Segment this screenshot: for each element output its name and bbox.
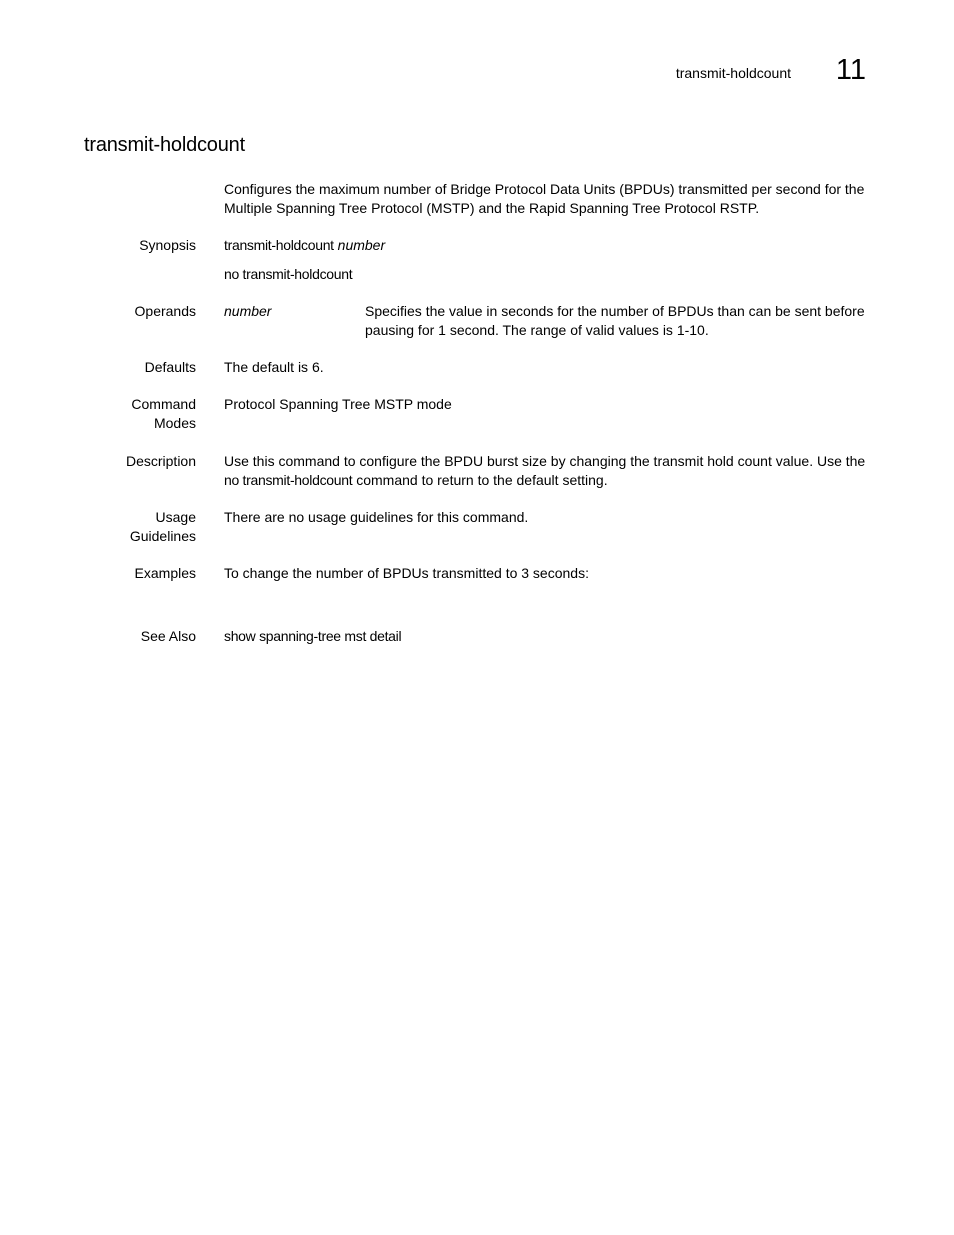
synopsis-argument: number [337,237,386,253]
synopsis-command: transmit-holdcount [224,237,334,253]
see-also-link[interactable]: show spanning-tree mst detail [224,628,402,644]
command-modes-label-line2: Modes [153,415,196,431]
usage-guidelines-label-line2: Guidelines [129,528,196,544]
defaults-label: Defaults [144,359,196,375]
page-title: transmit-holdcount [84,134,245,156]
usage-guidelines-label [76,508,196,546]
intro-paragraph: Configures the maximum number of Bridge Protocol Data Units (BPDUs) transmitted per second for the Multiple Spanning Tree Protocol (MSTP) and the Rapid Spanning Tree Protocol RSTP. [224,181,865,216]
description-text-before: Use this command to configure the BPDU burst size by changing the transmit hold count value. Use the [224,453,866,469]
header-topic: transmit-holdcount [675,65,791,81]
operand-name: number [224,303,272,319]
examples-text: To change the number of BPDUs transmitted to 3 seconds: [224,565,589,581]
synopsis-content [224,236,874,284]
chapter-number: 11 [835,54,866,86]
command-modes-label [76,395,196,433]
examples-label: Examples [134,565,196,581]
description-text-after: command to return to the default setting. [352,472,608,488]
operand-description: Specifies the value in seconds for the number of BPDUs than can be sent before pausing for 1 second. The range of valid values is 1-10. [365,303,865,338]
description-text [224,452,874,490]
see-also-content [224,627,874,646]
usage-guidelines-text: There are no usage guidelines for this command. [224,509,529,525]
description-label: Description [125,453,196,469]
defaults-text: The default is 6. [224,359,324,375]
description-command: no transmit-holdcount [224,472,353,488]
synopsis-label: Synopsis [139,237,196,253]
command-modes-text: Protocol Spanning Tree MSTP mode [224,396,452,412]
see-also-label: See Also [140,628,196,644]
operands-label: Operands [134,303,196,319]
command-modes-label-line1: Command [131,396,196,412]
synopsis-no-command: no transmit-holdcount [224,266,353,282]
usage-guidelines-label-line1: Usage [155,509,196,525]
